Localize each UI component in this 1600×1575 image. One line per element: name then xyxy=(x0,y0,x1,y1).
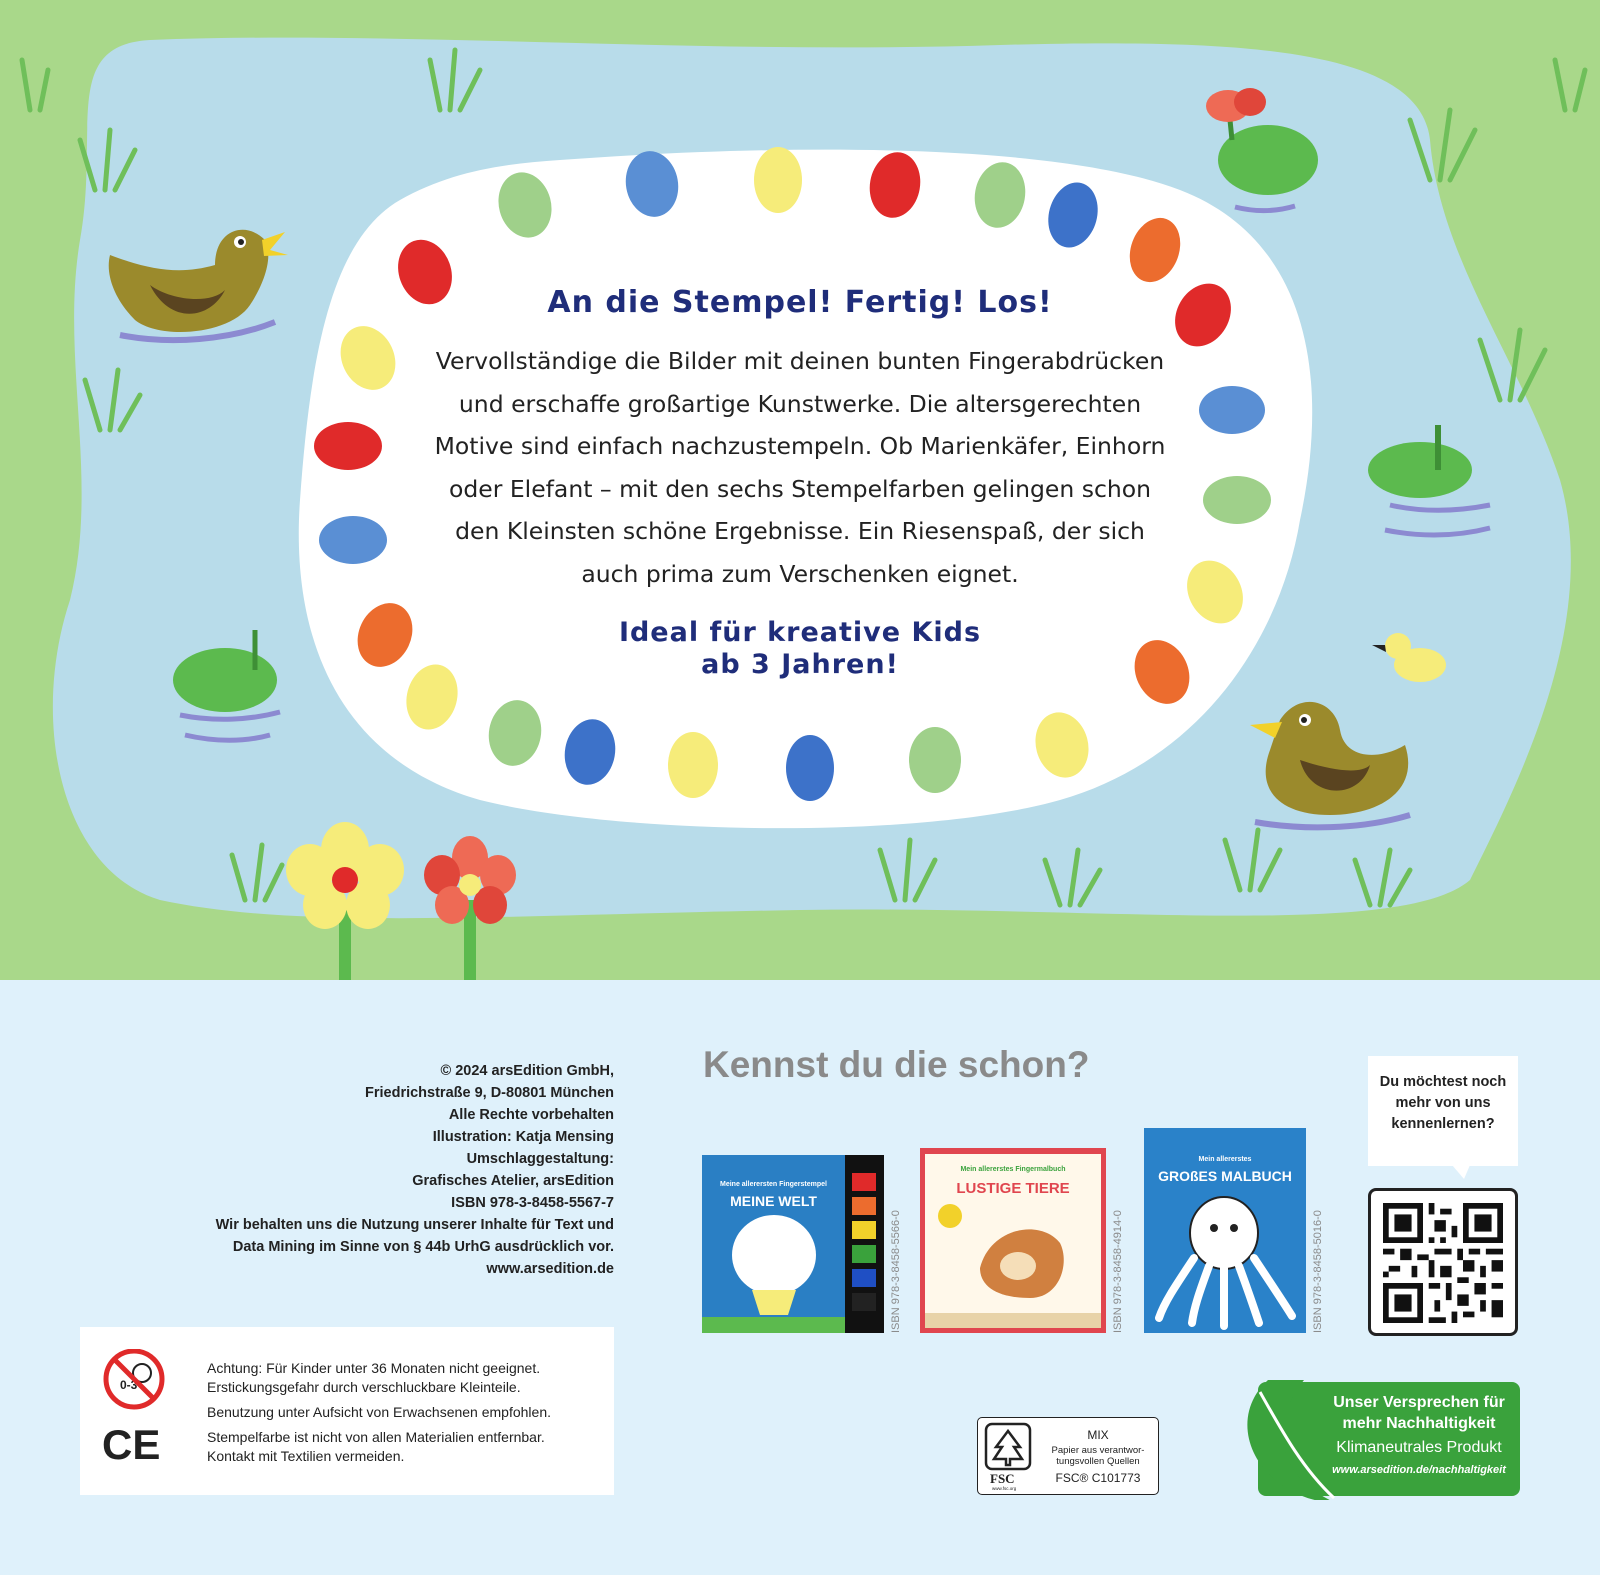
fsc-mix: MIX xyxy=(1087,1428,1109,1442)
imprint-line: Illustration: Katja Mensing xyxy=(432,1129,614,1145)
tagline-line: ab 3 Jahren! xyxy=(701,649,899,680)
fsc-tree-icon xyxy=(982,1421,1042,1491)
imprint-line: Wir behalten uns die Nutzung unserer Inhalte für Text und xyxy=(215,1217,614,1233)
blurb-line: Motive sind einfach nachzustempeln. Ob Marienkäfer, Einhorn xyxy=(434,432,1166,460)
fsc-logo-text: FSC xyxy=(990,1471,1015,1486)
book-cover-lustige-tiere[interactable] xyxy=(920,1148,1106,1333)
warning-line: Achtung: Für Kinder unter 36 Monaten nicht geeignet. xyxy=(207,1360,541,1376)
bubble-tail xyxy=(1452,1165,1470,1179)
book-title: MEINE WELT xyxy=(730,1193,817,1209)
imprint-line: ISBN 978-3-8458-5567-7 xyxy=(451,1195,614,1211)
warning-line: Erstickungsgefahr durch verschluckbare Kleinteile. xyxy=(207,1379,521,1395)
imprint-line: Data Mining im Sinne von § 44b UrhG ausdrücklich vor. xyxy=(232,1239,614,1255)
qr-code[interactable] xyxy=(1368,1188,1518,1336)
imprint-line: Grafisches Atelier, arsEdition xyxy=(412,1173,614,1189)
fsc-text-line: tungsvollen Quellen xyxy=(1056,1456,1140,1467)
blurb-line: den Kleinsten schöne Ergebnisse. Ein Riesenspaß, der sich xyxy=(455,517,1145,545)
book-cover-meine-welt[interactable] xyxy=(702,1155,884,1333)
imprint xyxy=(216,1060,614,1280)
imprint-line: © 2024 arsEdition GmbH, xyxy=(440,1063,614,1079)
sustainability-badge[interactable] xyxy=(1244,1380,1520,1500)
blurb-line: Vervollständige die Bilder mit deinen bunten Fingerabdrücken xyxy=(435,347,1165,375)
sustainability-url[interactable]: www.arsedition.de/nachhaltigkeit xyxy=(1332,1464,1506,1476)
sustainability-text xyxy=(1318,1392,1520,1476)
imprint-line: Friedrichstraße 9, D-80801 München xyxy=(365,1085,614,1101)
book-isbn: ISBN 978-3-8458-5016-0 xyxy=(1312,1210,1324,1333)
ce-mark-icon: CE xyxy=(102,1421,161,1468)
blurb-line: und erschaffe großartige Kunstwerke. Die altersgerechten xyxy=(458,389,1142,418)
book-art xyxy=(920,1148,1106,1333)
safety-warning xyxy=(80,1327,614,1495)
blurb-area xyxy=(400,285,1200,681)
sustainability-line: Unser Versprechen für xyxy=(1333,1394,1505,1411)
tagline xyxy=(400,617,1200,681)
warning-line: Benutzung unter Aufsicht von Erwachsenen empfohlen. xyxy=(207,1404,551,1420)
blurb-text xyxy=(420,340,1180,595)
age-warning-icon xyxy=(98,1349,178,1489)
fsc-url: www.fsc.org xyxy=(992,1486,1017,1491)
warning-line: Stempelfarbe ist nicht von allen Materialien entfernbar. xyxy=(207,1429,545,1445)
qr-bubble-line: kennenlernen? xyxy=(1391,1116,1495,1132)
qr-bubble-line: mehr von uns xyxy=(1395,1095,1491,1111)
blurb-line: oder Elefant – mit den sechs Stempelfarben gelingen schon xyxy=(448,474,1152,503)
book-isbn: ISBN 978-3-8458-4914-0 xyxy=(1112,1210,1124,1333)
fsc-label xyxy=(977,1417,1159,1495)
imprint-line: Alle Rechte vorbehalten xyxy=(448,1107,614,1123)
fsc-text xyxy=(1040,1428,1156,1485)
warning-text xyxy=(207,1359,551,1472)
book-subtitle: Mein allererstes xyxy=(1198,1156,1252,1163)
book-cover-grosses-malbuch[interactable] xyxy=(1144,1128,1306,1333)
qr-bubble-line: Du möchtest noch xyxy=(1379,1074,1507,1090)
book-subtitle: Mein allererstes Fingermalbuch xyxy=(960,1166,1066,1173)
fsc-text-line: Papier aus verantwor- xyxy=(1051,1445,1145,1456)
book-isbn: ISBN 978-3-8458-5566-0 xyxy=(890,1210,902,1333)
blurb-line: auch prima zum Verschenken eignet. xyxy=(581,559,1019,588)
tagline-line: Ideal für kreative Kids xyxy=(618,617,982,648)
age-icon-label: 0-3 xyxy=(120,1378,138,1392)
sustainability-product: Klimaneutrales Produkt xyxy=(1336,1439,1502,1456)
sustainability-line: mehr Nachhaltigkeit xyxy=(1342,1415,1496,1432)
imprint-line: Umschlaggestaltung: xyxy=(466,1151,614,1167)
publisher-url[interactable]: www.arsedition.de xyxy=(486,1261,614,1277)
fsc-code: FSC® C101773 xyxy=(1055,1471,1141,1485)
book-title: LUSTIGE TIERE xyxy=(956,1180,1070,1197)
book-title: GROßES MALBUCH xyxy=(1158,1168,1292,1184)
qr-speech-bubble xyxy=(1368,1056,1518,1166)
warning-line: Kontakt mit Textilien vermeiden. xyxy=(207,1448,405,1464)
book-subtitle: Meine allerersten Fingerstempel xyxy=(720,1181,827,1188)
qr-code-icon xyxy=(1383,1203,1503,1323)
headline: An die Stempel! Fertig! Los! xyxy=(547,285,1053,320)
recommend-title: Kennst du die schon? xyxy=(703,1044,1090,1085)
